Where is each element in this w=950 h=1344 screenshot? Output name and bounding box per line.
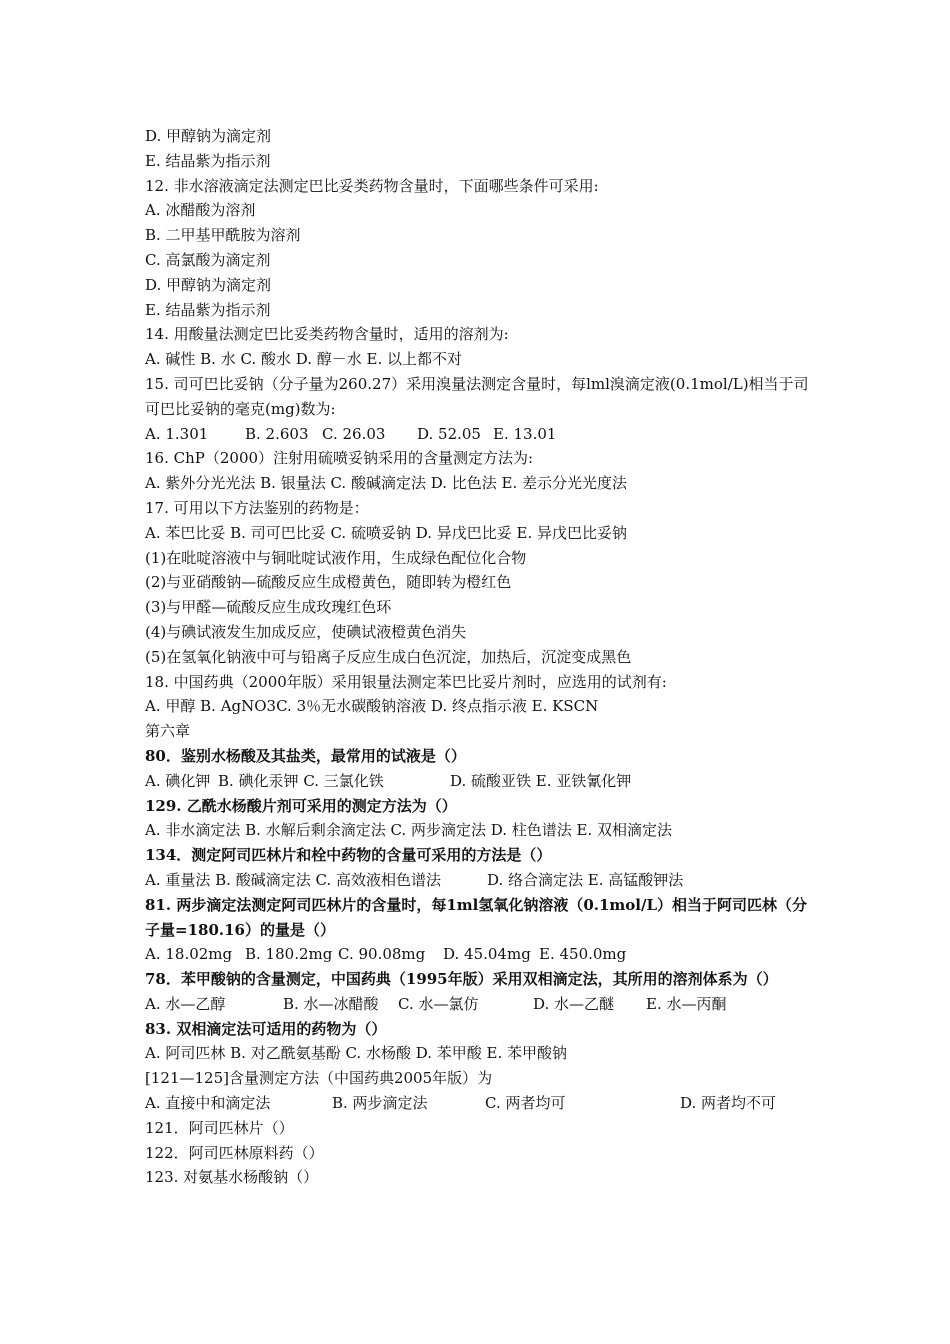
text-line-2: 12. 非水溶液滴定法测定巴比妥类药物含量时，下面哪些条件可采用: — [145, 176, 599, 195]
text-line-4: B. 二甲基甲酰胺为溶剂 — [145, 226, 301, 245]
option-31-0: A. 18.02mg — [145, 945, 233, 964]
text-line-16: (1)在吡啶溶液中与铜吡啶试液作用，生成绿色配位化合物 — [145, 548, 527, 567]
question-heading-34: 83. 双相滴定法可适用的药物为（） — [145, 1019, 387, 1038]
option-37-0: A. 直接中和滴定法 — [145, 1094, 271, 1113]
option-31-4: E. 450.0mg — [539, 945, 627, 964]
text-line-7: E. 结晶紫为指示剂 — [145, 300, 271, 319]
text-line-6: D. 甲醇钠为滴定剂 — [145, 275, 272, 294]
option-33-4: E. 水—丙酮 — [646, 994, 727, 1013]
text-line-38: 121．阿司匹林片（） — [145, 1118, 294, 1137]
text-line-27: A. 非水滴定法 B. 水解后剩余滴定法 C. 两步滴定法 D. 柱色谱法 E. 双相滴定法 — [145, 821, 672, 840]
option-11-1: B. 2.603 — [245, 424, 309, 443]
text-line-0: D. 甲醇钠为滴定剂 — [145, 127, 272, 145]
option-31-2: C. 90.08mg — [338, 945, 426, 964]
text-line-1: E. 结晶紫为指示剂 — [145, 151, 271, 170]
text-line-25 — [145, 769, 815, 794]
option-11-4: E. 13.01 — [493, 424, 557, 443]
text-line-22: A. 甲醇 B. AgNO3C. 3％无水碳酸钠溶液 D. 终点指示液 E. KSCN — [145, 697, 599, 716]
option-25-2: D. 硫酸亚铁 E. 亚铁氰化钾 — [450, 771, 632, 790]
text-line-37 — [145, 1091, 815, 1116]
text-line-33 — [145, 992, 815, 1017]
option-31-3: D. 45.04mg — [443, 945, 531, 964]
text-line-11 — [145, 422, 815, 447]
option-11-2: C. 26.03 — [322, 424, 386, 443]
text-line-12: 16. ChP（2000）注射用硫喷妥钠采用的含量测定方法为: — [145, 449, 534, 468]
option-25-1: B. 碘化汞钾 C. 三氯化铁 — [218, 771, 384, 790]
option-31-1: B. 180.2mg — [245, 945, 333, 964]
option-33-1: B. 水—冰醋酸 — [283, 994, 379, 1013]
text-line-20: (5)在氢氧化钠液中可与铅离子反应生成白色沉淀，加热后，沉淀变成黑色 — [145, 647, 632, 666]
text-line-18: (3)与甲醛—硫酸反应生成玫瑰红色环 — [145, 598, 392, 617]
text-line-9: A. 碱性 B. 水 C. 酸水 D. 醇－水 E. 以上都不对 — [145, 350, 462, 369]
option-25-0: A. 碘化钾 — [145, 771, 211, 790]
option-37-1: B. 两步滴定法 — [332, 1094, 428, 1113]
text-line-31 — [145, 942, 815, 967]
option-29-0: A. 重量法 B. 酸碱滴定法 C. 高效液相色谱法 — [145, 870, 441, 889]
text-line-17: (2)与亚硝酸钠—硫酸反应生成橙黄色，随即转为橙红色 — [145, 573, 512, 592]
text-line-8: 14. 用酸量法测定巴比妥类药物含量时，适用的溶剂为: — [145, 325, 509, 344]
option-11-0: A. 1.301 — [145, 424, 209, 443]
text-line-13: A. 紫外分光光法 B. 银量法 C. 酸碱滴定法 D. 比色法 E. 差示分光光度法 — [145, 474, 627, 493]
question-heading-24: 80．鉴别水杨酸及其盐类，最常用的试液是（） — [145, 746, 466, 765]
question-heading-32: 78．苯甲酸钠的含量测定，中国药典（1995年版）采用双相滴定法，其所用的溶剂体系为（） — [145, 970, 778, 989]
text-line-36: [121—125]含量测定方法（中国药典2005年版）为 — [145, 1069, 493, 1088]
text-line-21: 18. 中国药典（2000年版）采用银量法测定苯巴比妥片剂时，应选用的试剂有: — [145, 672, 667, 691]
option-37-2: C. 两者均可 — [485, 1094, 566, 1113]
text-line-19: (4)与碘试液发生加成反应，使碘试液橙黄色消失 — [145, 622, 467, 641]
text-line-15: A. 苯巴比妥 B. 司可巴比妥 C. 硫喷妥钠 D. 异戊巴比妥 E. 异戊巴比妥钠 — [145, 523, 627, 542]
text-line-3: A. 冰醋酸为溶剂 — [145, 201, 256, 220]
text-line-23: 第六章 — [145, 722, 191, 741]
question-heading-26: 129. 乙酰水杨酸片剂可采用的测定方法为（） — [145, 796, 457, 815]
question-heading-28: 134．测定阿司匹林片和栓中药物的含量可采用的方法是（） — [145, 846, 552, 865]
option-33-0: A. 水—乙醇 — [145, 994, 226, 1013]
text-line-14: 17. 可用以下方法鉴别的药物是： — [145, 498, 369, 517]
option-29-1: D. 络合滴定法 E. 高锰酸钾法 — [487, 870, 684, 889]
option-33-3: D. 水—乙醚 — [533, 994, 615, 1013]
text-line-10: 15. 司可巴比妥钠（分子量为260.27）采用溴量法测定含量时，每lml溴滴定液(0.1mol/L)相当于司可巴比妥钠的毫克(mg)数为: — [145, 374, 809, 418]
text-line-40: 123. 对氨基水杨酸钠（） — [145, 1168, 319, 1187]
text-line-39: 122．阿司匹林原料药（） — [145, 1143, 324, 1162]
option-33-2: C. 水—氯仿 — [398, 994, 479, 1013]
option-11-3: D. 52.05 — [417, 424, 481, 443]
text-line-29 — [145, 868, 815, 893]
document-page — [145, 124, 815, 1190]
text-line-5: C. 高氯酸为滴定剂 — [145, 250, 271, 269]
text-line-35: A. 阿司匹林 B. 对乙酰氨基酚 C. 水杨酸 D. 苯甲酸 E. 苯甲酸钠 — [145, 1044, 567, 1063]
question-heading-30: 81. 两步滴定法测定阿司匹林片的含量时，每1ml氢氧化钠溶液（0.1mol/L）相当于阿司匹林（分子量=180.16）的量是（） — [145, 895, 808, 939]
option-37-3: D. 两者均不可 — [680, 1094, 777, 1113]
